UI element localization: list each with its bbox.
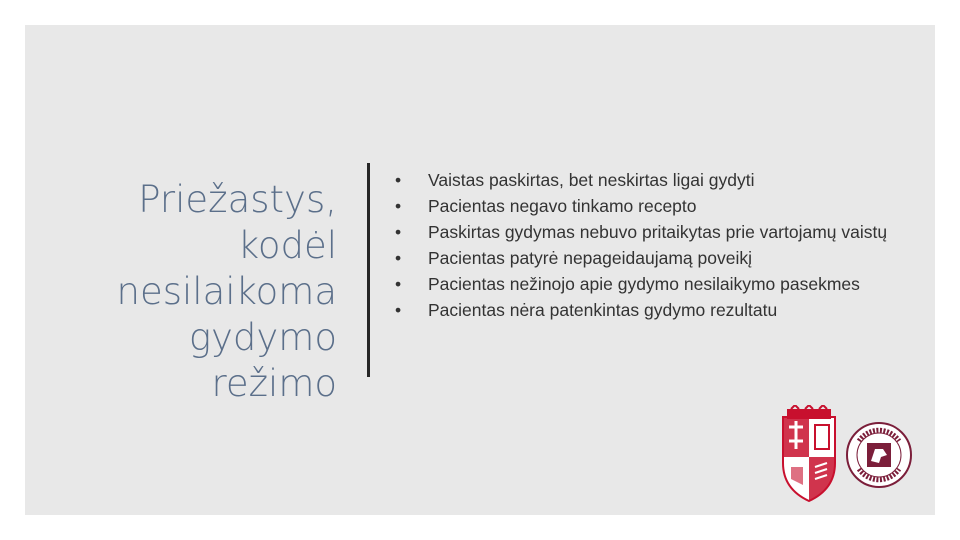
bullet-item: • Pacientas nežinojo apie gydymo nesilaikymo pasekmes (390, 271, 910, 297)
slide-title (77, 177, 337, 407)
title-line: kodėl (237, 224, 337, 267)
bullet-list (390, 167, 910, 323)
vilnius-university-seal (847, 423, 911, 487)
title-line: režimo (211, 362, 337, 405)
bullet-item: • Paskirtas gydymas nebuvo pritaikytas prie vartojamų vaistų (390, 219, 910, 245)
bullet-item: • Pacientas nėra patenkintas gydymo rezultatu (390, 297, 910, 323)
vertical-divider (367, 163, 370, 377)
coat-of-arms-logo (783, 405, 835, 501)
bullet-item: • Vaistas paskirtas, bet neskirtas ligai gydyti (390, 167, 910, 193)
university-logos (775, 405, 915, 505)
slide-panel (25, 25, 935, 515)
title-line: nesilaikoma (116, 270, 337, 313)
bullet-item: • Pacientas patyrė nepageidaujamą poveikį (390, 245, 910, 271)
title-line: gydymo (188, 316, 337, 359)
bullet-item: • Pacientas negavo tinkamo recepto (390, 193, 910, 219)
title-line: Priežastys, (138, 178, 337, 221)
